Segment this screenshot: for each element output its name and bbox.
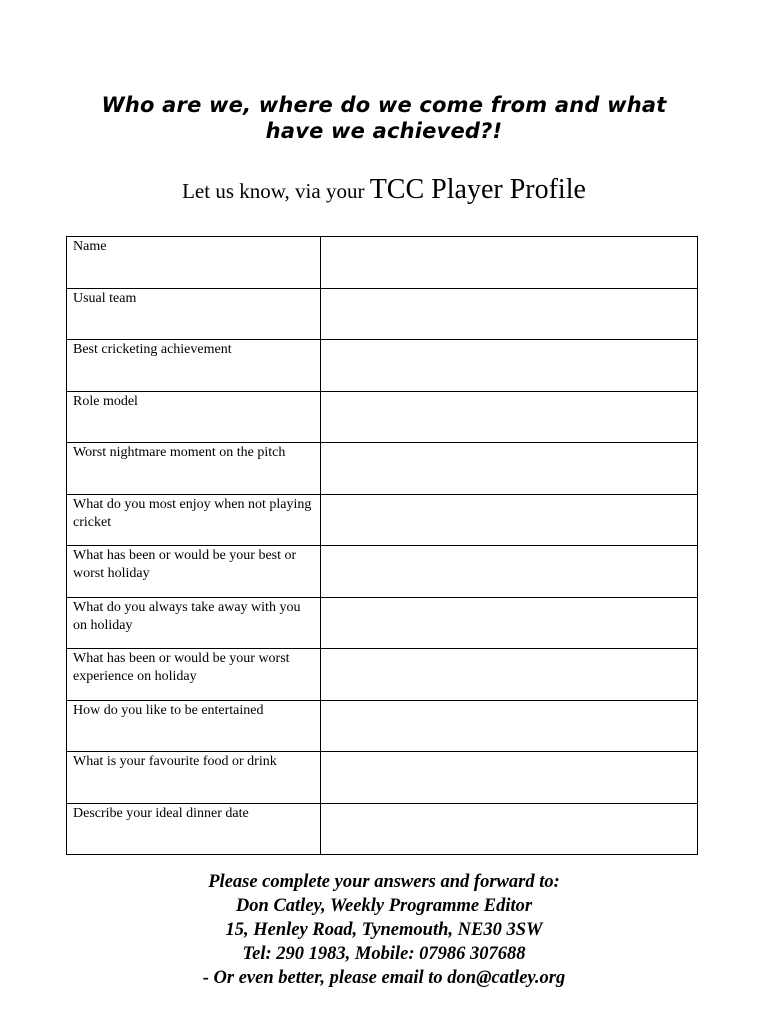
table-row (67, 340, 698, 392)
answer-enjoy-field[interactable] (321, 494, 698, 546)
question-food-drink: What is your favourite food or drink (67, 752, 321, 804)
question-enjoy: What do you most enjoy when not playing cricket (67, 494, 321, 546)
form-title: TCC Player Profile (369, 174, 586, 205)
table-row (67, 237, 698, 289)
table-row (67, 649, 698, 701)
subheading-lead: Let us know, via your (182, 179, 370, 203)
footer-email: - Or even better, please email to don@catley.org (202, 968, 566, 988)
question-take-away: What do you always take away with you on holiday (67, 597, 321, 649)
answer-role-model-field[interactable] (321, 391, 698, 443)
page-subheading (40, 170, 728, 214)
question-dinner-date: Describe your ideal dinner date (67, 803, 321, 855)
answer-take-away-field[interactable] (321, 597, 698, 649)
footer-contact-name: Don Catley, Weekly Programme Editor (235, 896, 533, 916)
footer-phone: Tel: 290 1983, Mobile: 07986 307688 (242, 944, 526, 964)
player-profile-table (66, 236, 698, 855)
question-holiday: What has been or would be your best or worst holiday (67, 546, 321, 598)
answer-food-drink-field[interactable] (321, 752, 698, 804)
footer-instruction: Please complete your answers and forward to: (208, 872, 560, 892)
question-role-model: Role model (67, 391, 321, 443)
question-entertained: How do you like to be entertained (67, 700, 321, 752)
question-usual-team: Usual team (67, 288, 321, 340)
table-row (67, 700, 698, 752)
question-name: Name (67, 237, 321, 289)
answer-usual-team-field[interactable] (321, 288, 698, 340)
table-row (67, 391, 698, 443)
footer-address: 15, Henley Road, Tynemouth, NE30 3SW (225, 920, 543, 940)
page-heading (40, 92, 728, 144)
answer-name-field[interactable] (321, 237, 698, 289)
question-best-achievement: Best cricketing achievement (67, 340, 321, 392)
heading-line-2: have we achieved?! (265, 119, 503, 143)
table-row (67, 443, 698, 495)
table-row (67, 597, 698, 649)
table-row (67, 494, 698, 546)
contact-footer (40, 870, 728, 990)
heading-line-1: Who are we, where do we come from and what (101, 93, 667, 117)
question-worst-moment: Worst nightmare moment on the pitch (67, 443, 321, 495)
answer-worst-holiday-field[interactable] (321, 649, 698, 701)
answer-holiday-field[interactable] (321, 546, 698, 598)
table-row (67, 288, 698, 340)
answer-worst-moment-field[interactable] (321, 443, 698, 495)
answer-best-achievement-field[interactable] (321, 340, 698, 392)
answer-dinner-date-field[interactable] (321, 803, 698, 855)
answer-entertained-field[interactable] (321, 700, 698, 752)
table-row (67, 803, 698, 855)
question-worst-holiday: What has been or would be your worst experience on holiday (67, 649, 321, 701)
table-row (67, 546, 698, 598)
table-row (67, 752, 698, 804)
